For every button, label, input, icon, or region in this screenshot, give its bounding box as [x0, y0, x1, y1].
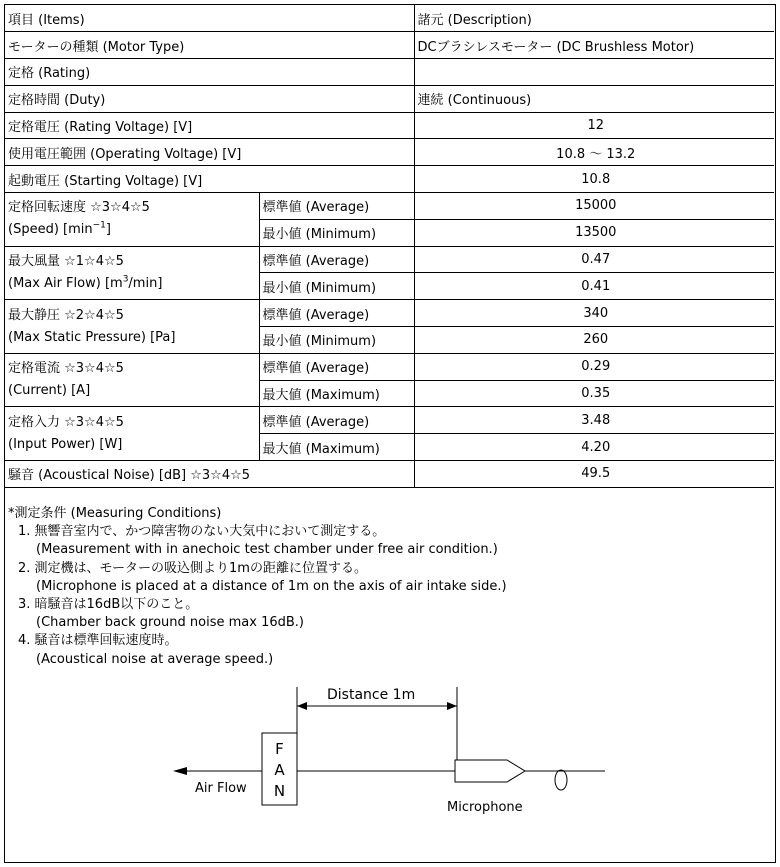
table-row	[5, 461, 774, 488]
fan-letter-f: F	[275, 740, 284, 758]
starting-voltage-value: 10.8	[414, 166, 774, 193]
notes-title: *測定条件 (Measuring Conditions)	[8, 506, 222, 521]
cable-loop-icon	[555, 770, 567, 790]
noise-value: 49.5	[414, 461, 774, 488]
table-row	[5, 353, 774, 380]
air-flow-minimum-value: 0.41	[414, 273, 774, 300]
static-pressure-average-value: 340	[414, 300, 774, 327]
static-pressure-label	[5, 300, 259, 354]
air-flow-label-en: (Max Air Flow) $[m^3/\min]$	[8, 274, 163, 291]
static-pressure-average-label: 標準値 (Average)	[259, 300, 414, 327]
speed-average-value: 15000	[414, 193, 774, 220]
static-pressure-minimum-value: 260	[414, 327, 774, 354]
rating-label: 定格 (Rating)	[5, 59, 414, 86]
table-row	[5, 112, 774, 139]
rating-voltage-label: 定格電圧 (Rating Voltage) [V]	[5, 112, 414, 139]
input-power-average-label: 標準値 (Average)	[259, 407, 414, 434]
air-flow-minimum-label: 最小値 (Minimum)	[259, 273, 414, 300]
measuring-conditions	[8, 505, 768, 669]
header-description: 諸元 (Description)	[414, 5, 774, 32]
air-flow-average-value: 0.47	[414, 246, 774, 273]
note-4-jp: 4. 騒音は標準回転速度時。	[18, 633, 178, 649]
air-flow-average-label: 標準値 (Average)	[259, 246, 414, 273]
current-maximum-label: 最大値 (Maximum)	[259, 380, 414, 407]
duty-label: 定格時間 (Duty)	[5, 85, 414, 112]
static-pressure-label-en: (Max Static Pressure) [Pa]	[8, 329, 176, 345]
input-power-label-en: (Input Power) [W]	[8, 436, 123, 452]
speed-minimum-label: 最小値 (Minimum)	[259, 219, 414, 246]
current-average-label: 標準値 (Average)	[259, 353, 414, 380]
input-power-label-jp: 定格入力 ☆3☆4☆5	[8, 414, 124, 430]
table-row	[5, 32, 774, 59]
table-row	[5, 246, 774, 273]
current-label-en: (Current) [A]	[8, 383, 91, 399]
microphone-icon	[455, 760, 525, 782]
table-row	[5, 139, 774, 166]
measurement-diagram	[5, 675, 775, 860]
speed-label	[5, 193, 259, 247]
table-row	[5, 407, 774, 434]
table-row	[5, 300, 774, 327]
input-power-maximum-value: 4.20	[414, 434, 774, 461]
motor-type-value: DCブラシレスモーター (DC Brushless Motor)	[414, 32, 774, 59]
fan-letter-n: N	[273, 782, 286, 800]
starting-voltage-label: 起動電圧 (Starting Voltage) [V]	[5, 166, 414, 193]
input-power-maximum-label: 最大値 (Maximum)	[259, 434, 414, 461]
duty-value: 連続 (Continuous)	[414, 85, 774, 112]
spec-sheet	[4, 4, 776, 863]
note-2-jp: 2. 測定機は、モーターの吸込側より1mの距離に位置する。	[18, 560, 367, 576]
current-average-value: 0.29	[414, 353, 774, 380]
table-row	[5, 5, 774, 32]
microphone-label: Microphone	[447, 800, 523, 815]
note-2-en: (Microphone is placed at a distance of 1m on the axis of air intake side.)	[36, 578, 507, 594]
distance-label: Distance 1m	[327, 687, 416, 703]
note-3-jp: 3. 暗騒音は16dB以下のこと。	[18, 597, 199, 613]
speed-label-jp: 定格回転速度 ☆3☆4☆5	[8, 200, 150, 216]
air-flow-label: Air Flow	[195, 781, 247, 796]
dimension-arrow-right	[447, 702, 457, 710]
current-maximum-value: 0.35	[414, 380, 774, 407]
rating-value	[414, 59, 774, 86]
operating-voltage-label: 使用電圧範囲 (Operating Voltage) [V]	[5, 139, 414, 166]
table-row	[5, 59, 774, 86]
note-1-jp: 1. 無響音室内で、かつ障害物のない大気中において測定する。	[18, 524, 386, 540]
noise-label: 騒音 (Acoustical Noise) [dB] ☆3☆4☆5	[5, 461, 414, 488]
speed-label-en: (Speed) $[\min^{-1}]$	[8, 221, 111, 238]
speed-minimum-value: 13500	[414, 219, 774, 246]
spec-table	[5, 5, 774, 488]
operating-voltage-value: 10.8 〜 13.2	[414, 139, 774, 166]
table-row	[5, 166, 774, 193]
dimension-arrow-left	[297, 702, 307, 710]
speed-average-label: 標準値 (Average)	[259, 193, 414, 220]
rating-voltage-value: 12	[414, 112, 774, 139]
air-flow-arrow	[173, 767, 187, 775]
note-4-en: (Acoustical noise at average speed.)	[36, 651, 274, 667]
current-label-jp: 定格電流 ☆3☆4☆5	[8, 361, 124, 377]
static-pressure-label-jp: 最大静圧 ☆2☆4☆5	[8, 307, 124, 323]
air-flow-label-jp: 最大風量 ☆1☆4☆5	[8, 253, 124, 269]
note-3-en: (Chamber back ground noise max 16dB.)	[36, 615, 304, 631]
static-pressure-minimum-label: 最小値 (Minimum)	[259, 327, 414, 354]
input-power-average-value: 3.48	[414, 407, 774, 434]
table-row	[5, 193, 774, 220]
air-flow-label	[5, 246, 259, 300]
table-row	[5, 85, 774, 112]
header-items: 項目 (Items)	[5, 5, 414, 32]
note-1-en: (Measurement with in anechoic test chamber under free air condition.)	[36, 542, 498, 558]
current-label	[5, 353, 259, 407]
motor-type-label: モーターの種類 (Motor Type)	[5, 32, 414, 59]
fan-letter-a: A	[274, 761, 285, 779]
input-power-label	[5, 407, 259, 461]
